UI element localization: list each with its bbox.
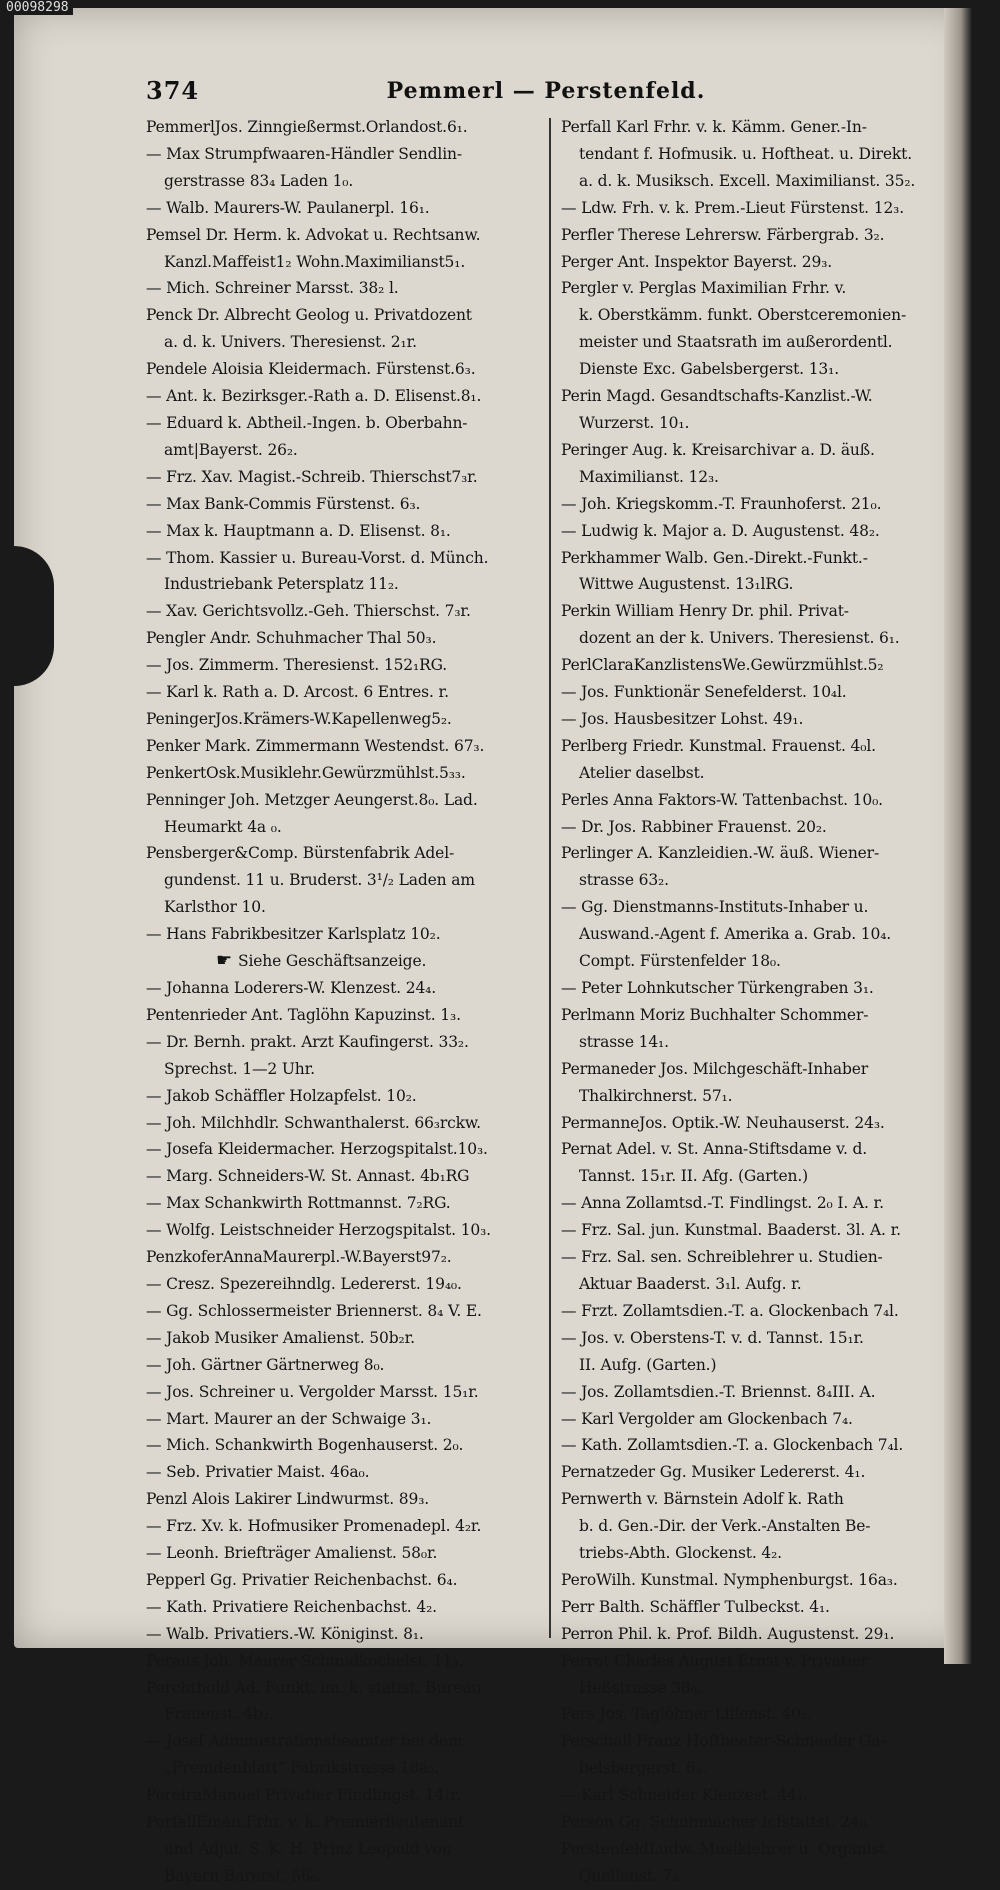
directory-line [561, 975, 956, 1002]
directory-line-text: — Thom. Kassier u. Bureau-Vorst. d. Münch. [146, 548, 489, 567]
directory-line [561, 1459, 956, 1486]
directory-line [146, 383, 541, 410]
binding-hole [14, 546, 54, 686]
directory-line [561, 1056, 956, 1083]
directory-line-text: — Ldw. Frh. v. k. Prem.-Lieut Fürstenst. 12₃. [560, 198, 904, 217]
directory-line [146, 867, 541, 894]
directory-line [561, 1298, 956, 1325]
directory-line [146, 894, 541, 921]
directory-line [146, 787, 541, 814]
directory-line [561, 114, 956, 141]
directory-line-text: Pengler Andr. Schuhmacher Thal 50₃. [146, 629, 437, 648]
directory-line [146, 1594, 541, 1621]
directory-line-text: Pernat Adel. v. St. Anna-Stiftsdame v. d. [560, 1140, 868, 1159]
directory-line-text: PemmerlJos. Zinngießermst.Orlandost.6₁. [146, 118, 468, 136]
directory-line-text: — Mich. Schankwirth Bogenhauserst. 2₀. [146, 1436, 464, 1455]
directory-line-text: Industriebank Petersplatz 11₂. [164, 575, 399, 594]
directory-line [561, 571, 956, 598]
directory-line-text: belsbergerst. 6₄. [578, 1759, 707, 1778]
directory-line-text: Perr Balth. Schäffler Tulbeckst. 4₁. [560, 1597, 830, 1616]
directory-line [561, 1486, 956, 1513]
directory-line [146, 518, 541, 545]
directory-line-text: — Jos. Hausbesitzer Lohst. 49₁. [560, 709, 804, 728]
directory-line [146, 1136, 541, 1163]
directory-line-text: — Jakob Musiker Amalienst. 50b₂r. [146, 1328, 415, 1347]
directory-line-text: gundenst. 11 u. Bruderst. 3¹/₂ Laden am [164, 871, 475, 890]
directory-line [561, 464, 956, 491]
directory-line [561, 733, 956, 760]
directory-line [146, 141, 541, 168]
directory-line-text: — Jos. Funktionär Senefelderst. 10₄l. [560, 683, 847, 702]
directory-line [146, 1379, 541, 1406]
directory-line [146, 625, 541, 652]
directory-line [561, 1190, 956, 1217]
directory-line [561, 840, 956, 867]
directory-line [146, 1621, 541, 1648]
directory-line [561, 1675, 956, 1702]
directory-columns [146, 114, 956, 1885]
directory-line [146, 1567, 541, 1594]
directory-line-text: Quellenst. 7₂. [578, 1866, 683, 1885]
directory-line-text: — Jos. Zimmerm. Theresienst. 152₁RG. [146, 656, 448, 675]
directory-line-text: — Ludwig k. Major a. D. Augustenst. 48₂. [560, 521, 880, 540]
directory-line [561, 1406, 956, 1433]
directory-line-text: Pernatzeder Gg. Musiker Ledererst. 4₁. [560, 1463, 866, 1482]
directory-line-text: — Anna Zollamtsd.-T. Findlingst. 2₀ I. A. r. [560, 1194, 884, 1213]
directory-line [146, 652, 541, 679]
directory-line [146, 1836, 541, 1863]
directory-line [561, 1110, 956, 1137]
directory-line [561, 625, 956, 652]
directory-line-text: Pergler v. Perglas Maximilian Frhr. v. [560, 279, 847, 298]
directory-line-text: Perkin William Henry Dr. phil. Privat- [560, 602, 849, 621]
directory-line [146, 840, 541, 867]
directory-line-text: Compt. Fürstenfelder 18₀. [578, 952, 781, 971]
directory-line-text: Maximilianst. 12₃. [578, 467, 719, 486]
directory-line-text: — Max Strumpfwaaren-Händler Sendlin- [146, 144, 462, 163]
directory-line-text: Siehe Geschäftsanzeige. [238, 952, 427, 971]
directory-line [146, 1432, 541, 1459]
directory-line [561, 1836, 956, 1863]
directory-line [561, 1540, 956, 1567]
directory-line [561, 1352, 956, 1379]
directory-line-text: Pemsel Dr. Herm. k. Advokat u. Rechtsanw. [146, 225, 481, 244]
directory-line-text: strasse 14₁. [578, 1032, 669, 1051]
directory-line-text: — Joh. Gärtner Gärtnerweg 8₀. [146, 1355, 385, 1374]
directory-line-text: — Walb. Privatiers.-W. Königinst. 8₁. [146, 1624, 424, 1643]
directory-line-text: — Frz. Xav. Magist.-Schreib. Thierschst7₃r. [146, 467, 478, 486]
directory-line-text: — Mart. Maurer an der Schwaige 3₁. [146, 1409, 432, 1428]
directory-line-text: — Xav. Gerichtsvollz.-Geh. Thierschst. 7₃r. [146, 602, 471, 621]
directory-line [146, 491, 541, 518]
directory-line [561, 652, 956, 679]
directory-line [561, 814, 956, 841]
directory-line-text: Perron Phil. k. Prof. Bildh. Augustenst. 29₁. [560, 1624, 895, 1643]
directory-line [146, 222, 541, 249]
directory-line [561, 1271, 956, 1298]
directory-line-text: — Kath. Privatiere Reichenbachst. 4₂. [146, 1597, 437, 1616]
directory-line-text: Karlsthor 10. [164, 898, 266, 917]
directory-line-text: Atelier daselbst. [578, 763, 705, 782]
directory-line [146, 814, 541, 841]
directory-line-text: — Seb. Privatier Maist. 46a₀. [146, 1463, 370, 1482]
directory-line [146, 1755, 541, 1782]
directory-line-text: Person Gg. Schuhmacher Icfstattst. 24₀. [560, 1813, 871, 1832]
directory-line-text: — Frzt. Zollamtsdien.-T. a. Glockenbach 7₄l. [560, 1301, 899, 1320]
directory-line [561, 1083, 956, 1110]
directory-line [146, 1782, 541, 1809]
directory-line [146, 275, 541, 302]
directory-line [146, 733, 541, 760]
directory-line-text: Frauenst. 4b₂. [164, 1705, 274, 1724]
directory-line-text: — Josefa Kleidermacher. Herzogspitalst.10₃. [146, 1140, 488, 1159]
directory-line [146, 356, 541, 383]
directory-line-text: Perschall Franz Hoftheater-Schneider Ga- [560, 1732, 886, 1751]
directory-line-text: PermanneJos. Optik.-W. Neuhauserst. 24₃. [560, 1113, 885, 1132]
directory-line-text: Perrot Charles August Ernst v. Privatier [560, 1651, 869, 1670]
directory-line-text: strasse 63₂. [578, 871, 669, 890]
directory-line [146, 329, 541, 356]
directory-line [146, 760, 541, 787]
directory-line [561, 1782, 956, 1809]
directory-line-text: Peraus Joh. Maurer Schmidkochelst. 11₃. [146, 1651, 464, 1670]
directory-line [561, 1432, 956, 1459]
directory-line [561, 249, 956, 276]
directory-line [561, 1217, 956, 1244]
pointing-hand-icon: ☛ [216, 950, 232, 972]
directory-line-text: — Dr. Bernh. prakt. Arzt Kaufingerst. 33₂. [146, 1032, 469, 1051]
directory-line-text: — Max Bank-Commis Fürstenst. 6₃. [146, 494, 421, 513]
directory-line-text: — Hans Fabrikbesitzer Karlsplatz 10₂. [146, 925, 441, 944]
directory-line [561, 1621, 956, 1648]
directory-line-text: Perger Ant. Inspektor Bayerst. 29₃. [560, 252, 833, 271]
directory-line [146, 1863, 541, 1890]
directory-line [146, 1701, 541, 1728]
directory-line [561, 706, 956, 733]
directory-line [561, 1513, 956, 1540]
directory-line [561, 222, 956, 249]
directory-line-text: Pentenrieder Ant. Taglöhn Kapuzinst. 1₃. [146, 1005, 461, 1024]
directory-line [561, 598, 956, 625]
directory-line [146, 1486, 541, 1513]
directory-line [146, 1217, 541, 1244]
directory-line [146, 706, 541, 733]
directory-line-text: Penck Dr. Albrecht Geolog u. Privatdozent [146, 306, 472, 325]
directory-line [146, 1352, 541, 1379]
directory-line [146, 302, 541, 329]
directory-line [146, 437, 541, 464]
directory-line-text: — Cresz. Spezereihndlg. Ledererst. 19₄₀. [146, 1274, 462, 1293]
directory-line-text: — Joh. Kriegskomm.-T. Fraunhoferst. 21₀. [560, 494, 882, 513]
directory-line-text: — Joh. Milchhdlr. Schwanthalerst. 66₃rckw. [146, 1113, 481, 1132]
directory-line [146, 114, 541, 141]
directory-line [561, 410, 956, 437]
directory-line [146, 410, 541, 437]
directory-line-text: — Gg. Dienstmanns-Instituts-Inhaber u. [560, 898, 869, 917]
page-header [146, 76, 946, 110]
directory-line-text: Pepperl Gg. Privatier Reichenbachst. 6₄. [146, 1570, 458, 1589]
directory-line-text: PerstenfeldLudw. Musiklehrer u. Organist [560, 1840, 886, 1858]
directory-line-text: II. Aufg. (Garten.) [578, 1355, 717, 1374]
left-column [146, 114, 549, 1885]
directory-line-text: Perchthold Ad. Funkt. im. k. statist. Bureau [146, 1678, 482, 1697]
directory-line [146, 195, 541, 222]
directory-line [561, 518, 956, 545]
directory-line [561, 760, 956, 787]
scan-id: 00098298 [2, 0, 73, 15]
directory-line [146, 545, 541, 572]
directory-line [561, 1325, 956, 1352]
directory-line-text: — Marg. Schneiders-W. St. Annast. 4b₁RG [146, 1167, 470, 1186]
directory-line-text: gerstrasse 83₄ Laden 1₀. [164, 171, 354, 190]
directory-line-text: Peringer Aug. k. Kreisarchivar a. D. äuß. [560, 440, 875, 459]
directory-line [561, 1567, 956, 1594]
directory-line-text: Pensberger&Comp. Bürstenfabrik Adel- [146, 844, 455, 863]
directory-line [561, 1163, 956, 1190]
directory-line-text: PenzkoferAnnaMaurerpl.-W.Bayerst97₂. [146, 1248, 452, 1267]
directory-line [146, 1540, 541, 1567]
directory-line [146, 1459, 541, 1486]
directory-line [561, 1244, 956, 1271]
directory-line [561, 1755, 956, 1782]
directory-line [561, 1594, 956, 1621]
directory-line [561, 921, 956, 948]
directory-line [561, 787, 956, 814]
directory-line [146, 1029, 541, 1056]
directory-line [146, 1190, 541, 1217]
directory-line-text: — Johanna Loderers-W. Klenzest. 24₄. [146, 979, 436, 997]
directory-line-text: a. d. k. Musiksch. Excell. Maximilianst. 35₂. [578, 171, 916, 190]
page-number: 374 [146, 76, 200, 105]
directory-line [146, 1513, 541, 1540]
document-page [14, 8, 972, 1885]
directory-line [146, 1056, 541, 1083]
directory-line [561, 1136, 956, 1163]
directory-line [561, 141, 956, 168]
directory-line-text: Perin Magd. Gesandtschafts-Kanzlist.-W. [560, 387, 873, 406]
directory-line [561, 867, 956, 894]
directory-line [146, 1163, 541, 1190]
directory-line-text: Tannst. 15₁r. II. Afg. (Garten.) [578, 1167, 809, 1186]
directory-line-text: Perles Anna Faktors-W. Tattenbachst. 10₀. [560, 790, 883, 809]
directory-line [146, 948, 541, 975]
directory-line-text: — Peter Lohnkutscher Türkengraben 3₁. [560, 979, 874, 997]
directory-line-text: — Jos. Schreiner u. Vergolder Marsst. 15₁r. [146, 1382, 479, 1401]
directory-line-text: — Leonh. Briefträger Amalienst. 58₀r. [146, 1544, 438, 1563]
directory-line [561, 168, 956, 195]
directory-line [561, 1648, 956, 1675]
directory-line-text: Heßstrasse 38₀. [578, 1678, 702, 1697]
directory-line [146, 168, 541, 195]
directory-line [146, 1083, 541, 1110]
directory-line [146, 249, 541, 276]
directory-line-text: — Dr. Jos. Rabbiner Frauenst. 20₂. [560, 817, 827, 836]
directory-line-text: — Josef Administrationsbeamter bei dem [146, 1732, 463, 1751]
directory-line [561, 1379, 956, 1406]
directory-line-text: Sprechst. 1—2 Uhr. [164, 1059, 315, 1078]
directory-line [561, 948, 956, 975]
directory-line-text: b. d. Gen.-Dir. der Verk.-Anstalten Be- [578, 1517, 871, 1536]
directory-line-text: k. Oberstkämm. funkt. Oberstceremonien- [578, 306, 907, 325]
directory-line [146, 464, 541, 491]
directory-line-text: PeroWilh. Kunstmal. Nymphenburgst. 16a₃. [560, 1570, 898, 1589]
directory-line [561, 545, 956, 572]
directory-line [561, 1863, 956, 1890]
directory-line-text: Penninger Joh. Metzger Aeungerst.8₀. Lad. [146, 790, 478, 809]
directory-line [561, 302, 956, 329]
directory-line-text: a. d. k. Univers. Theresienst. 2₁r. [164, 333, 417, 352]
directory-line-text: — Max k. Hauptmann a. D. Elisenst. 8₁. [146, 521, 451, 540]
directory-line-text: — Ant. k. Bezirksger.-Rath a. D. Elisenst.8₁. [146, 387, 482, 406]
directory-line-text: Permaneder Jos. Milchgeschäft-Inhaber [560, 1059, 869, 1078]
directory-line [561, 1701, 956, 1728]
running-head: Pemmerl — Perstenfeld. [386, 78, 706, 104]
directory-line-text: PerfallEman.Frhr. v. k. Premierlieutenant [146, 1813, 465, 1832]
directory-line [561, 383, 956, 410]
directory-line-text: meister und Staatsrath im außerordentl. [578, 333, 893, 352]
directory-line-text: Penzl Alois Lakirer Lindwurmst. 89₃. [146, 1490, 430, 1509]
directory-line [561, 275, 956, 302]
directory-line [561, 329, 956, 356]
directory-line [146, 1728, 541, 1755]
directory-line [146, 1648, 541, 1675]
directory-line [561, 491, 956, 518]
directory-line [146, 1406, 541, 1433]
directory-line-text: Auswand.-Agent f. Amerika a. Grab. 10₄. [578, 925, 892, 944]
directory-line-text: „Fremdenblatt“ Fabrikstrasse 18a₂. [164, 1759, 440, 1778]
directory-line-text: — Gg. Schlossermeister Briennerst. 8₄ V. E. [146, 1301, 482, 1320]
directory-line-text: PenkertOsk.Musiklehr.Gewürzmühlst.5₃₃. [146, 763, 466, 782]
directory-line [146, 975, 541, 1002]
directory-line-text: tendant f. Hofmusik. u. Hoftheat. u. Direkt. [578, 144, 913, 163]
directory-line-text: dozent an der k. Univers. Theresienst. 6₁. [578, 629, 900, 648]
directory-line [146, 1809, 541, 1836]
directory-line-text: — Frz. Xv. k. Hofmusiker Promenadepl. 4₂r. [146, 1517, 482, 1536]
directory-line [561, 1029, 956, 1056]
directory-line-text: — Mich. Schreiner Marsst. 38₂ l. [146, 279, 399, 298]
directory-line-text: — Karl k. Rath a. D. Arcost. 6 Entres. r. [146, 683, 449, 702]
directory-line-text: PereiraManuel Privatier Findlingst. 14₁r. [146, 1786, 461, 1805]
directory-line-text: — Max Schankwirth Rottmannst. 7₂RG. [146, 1194, 451, 1213]
directory-line-text: Perlinger A. Kanzleidien.-W. äuß. Wiener- [560, 844, 880, 863]
directory-line-text: Thalkirchnerst. 57₁. [578, 1086, 733, 1105]
directory-line-text: Perlmann Moriz Buchhalter Schommer- [560, 1005, 869, 1024]
directory-line [146, 1002, 541, 1029]
directory-line [146, 571, 541, 598]
directory-line-text: Perfler Therese Lehrersw. Färbergrab. 3₂. [560, 225, 885, 244]
directory-line-text: PerlClaraKanzlistensWe.Gewürzmühlst.5₂ [560, 656, 884, 675]
directory-line [561, 437, 956, 464]
directory-line-text: — Frz. Sal. sen. Schreiblehrer u. Studien- [560, 1248, 883, 1267]
directory-line-text: — Jos. v. Oberstens-T. v. d. Tannst. 15₁r. [560, 1328, 864, 1347]
directory-line [561, 356, 956, 383]
directory-line-text: Pendele Aloisia Kleidermach. Fürstenst.6₃. [146, 360, 476, 379]
directory-line [561, 1728, 956, 1755]
directory-line [146, 1244, 541, 1271]
right-column [551, 114, 956, 1885]
directory-line-text: und Adjut. S. K. H. Prinz Leopold von [164, 1840, 452, 1858]
directory-line-text: — Frz. Sal. jun. Kunstmal. Baaderst. 3l. A. r. [560, 1221, 901, 1240]
directory-line-text: — Eduard k. Abtheil.-Ingen. b. Oberbahn- [146, 413, 468, 432]
directory-line-text: PeningerJos.Krämers-W.Kapellenweg5₂. [146, 709, 452, 728]
directory-line-text: — Karl Vergolder am Glockenbach 7₄. [560, 1409, 853, 1428]
directory-line [146, 1110, 541, 1137]
directory-line [146, 1271, 541, 1298]
directory-line-text: Heumarkt 4a ₀. [164, 817, 282, 836]
directory-line [561, 1809, 956, 1836]
directory-line [561, 894, 956, 921]
directory-line [561, 195, 956, 222]
directory-line [146, 598, 541, 625]
directory-line [146, 1298, 541, 1325]
directory-line-text: Perlberg Friedr. Kunstmal. Frauenst. 4₀l. [560, 736, 876, 755]
directory-line-text: Wittwe Augustenst. 13₁lRG. [578, 575, 794, 594]
directory-line-text: Wurzerst. 10₁. [578, 413, 690, 432]
directory-line-text: amt|Bayerst. 26₂. [164, 440, 298, 459]
directory-line-text: — Walb. Maurers-W. Paulanerpl. 16₁. [146, 198, 430, 217]
directory-line-text: Dienste Exc. Gabelsbergerst. 13₁. [578, 360, 839, 379]
directory-line-text: Pernwerth v. Bärnstein Adolf k. Rath [560, 1490, 844, 1509]
directory-line-text: Pers Jos. Taglöhner Lilienst. 40₂. [560, 1705, 812, 1724]
directory-line-text: — Kath. Zollamtsdien.-T. a. Glockenbach 7₄l. [560, 1436, 904, 1455]
directory-line-text: — Wolfg. Leistschneider Herzogspitalst. 10₃. [146, 1221, 491, 1240]
directory-line-text: Kanzl.Maffeist1₂ Wohn.Maximilianst5₁. [164, 252, 466, 271]
directory-line-text: Aktuar Baaderst. 3₁l. Aufg. r. [578, 1274, 802, 1293]
directory-line-text: Perfall Karl Frhr. v. k. Kämm. Gener.-In- [560, 118, 867, 136]
directory-line-text: triebs-Abth. Glockenst. 4₂. [578, 1544, 782, 1563]
directory-line-text: Bayern Barerst. 56₀. [164, 1866, 322, 1885]
directory-line-text: — Jakob Schäffler Holzapfelst. 10₂. [146, 1086, 417, 1105]
directory-line [146, 679, 541, 706]
directory-line-text: — Karl Schneider Klenzest. 44₄. [560, 1786, 808, 1805]
directory-line [146, 1325, 541, 1352]
directory-line [146, 921, 541, 948]
directory-line [561, 1002, 956, 1029]
directory-line-text: Penker Mark. Zimmermann Westendst. 67₃. [146, 736, 485, 755]
directory-line [146, 1675, 541, 1702]
directory-line-text: — Jos. Zollamtsdien.-T. Briennst. 8₄III. A. [560, 1382, 876, 1401]
directory-line-text: Perkhammer Walb. Gen.-Direkt.-Funkt.- [560, 548, 868, 567]
directory-line [561, 679, 956, 706]
